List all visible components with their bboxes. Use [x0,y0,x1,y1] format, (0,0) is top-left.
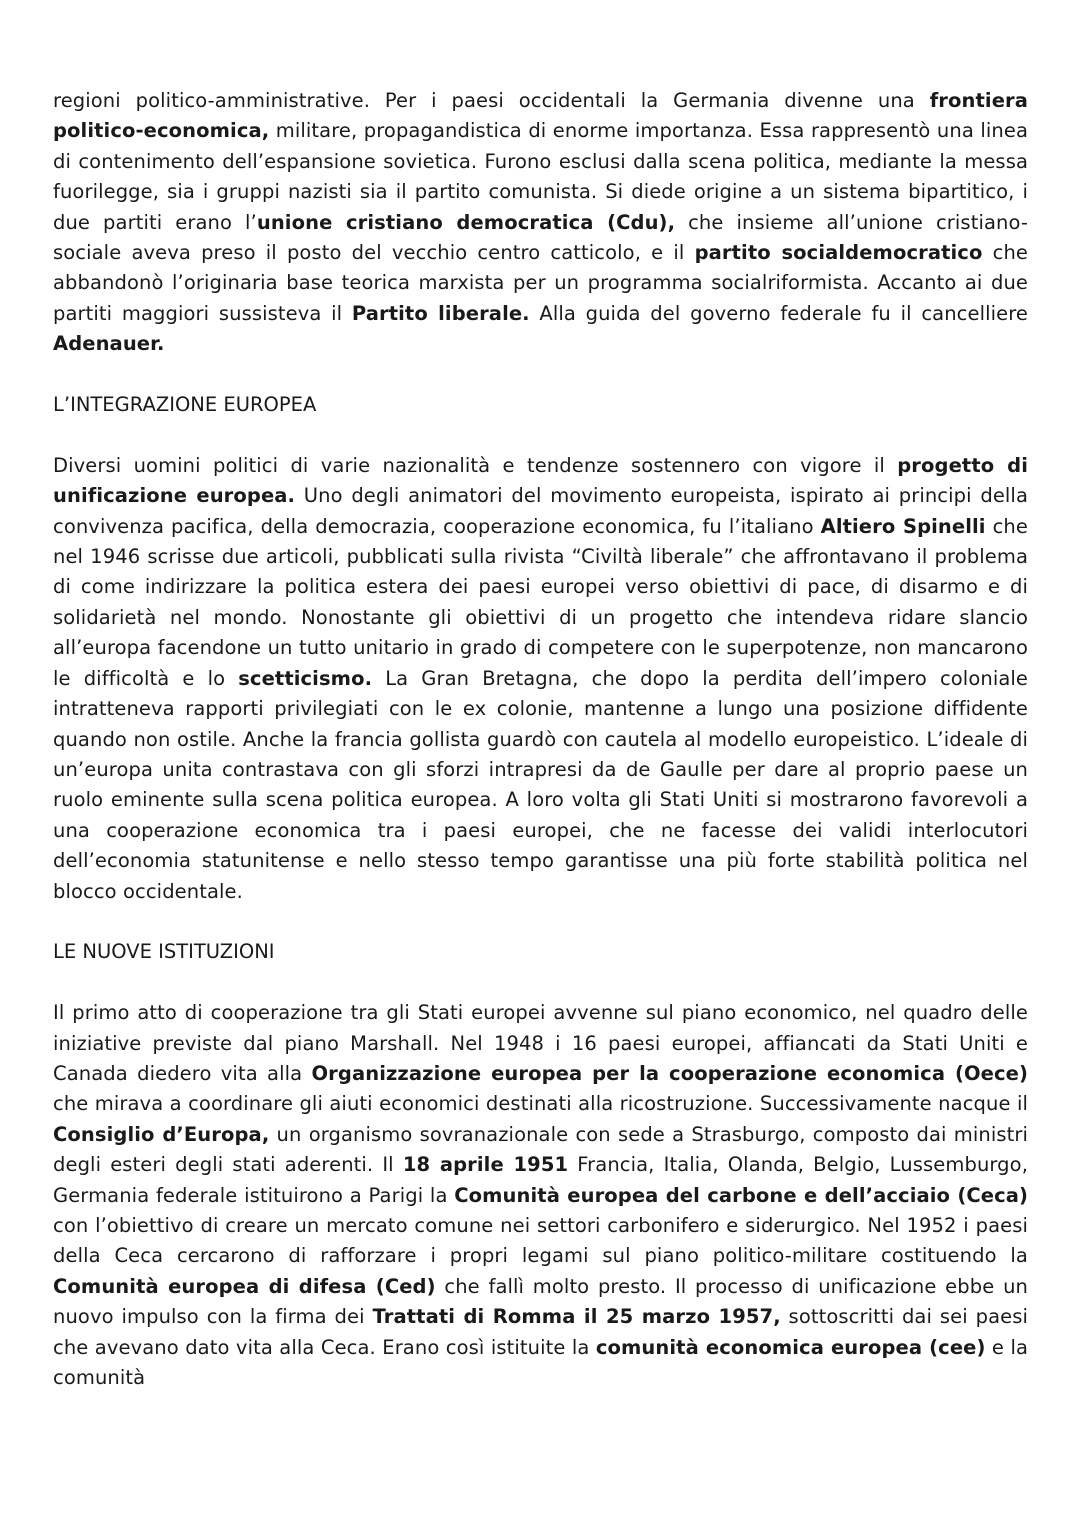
text-run: che abbandonò l’originaria base teorica marxista per un programma socialriformista. Accanto ai due partiti maggiori sussisteva il [53,241,1028,325]
bold-run: partito socialdemocratico [694,241,983,265]
paragraph-integrazione [53,451,1028,907]
section-heading-istituzioni: LE NUOVE ISTITUZIONI [53,940,275,964]
text-run: e la comunità [53,1335,1029,1389]
text-run: un organismo sovranazionale con sede a Strasburgo, composto dai ministri degli esteri degli stati aderenti. Il [53,1122,1028,1177]
spacer [53,968,1028,998]
spacer [53,420,1028,450]
text-run: sottoscritti dai sei paesi che avevano dato vita alla Ceca. Erano così istituite la [53,1305,1028,1359]
bold-run: Comunità europea di difesa (Ced) [53,1274,436,1298]
bold-run: frontiera politico-economica, [53,89,1028,143]
text-run: Alla guida del governo federale fu il cancelliere [529,301,1029,325]
text-run: La Gran Bretagna, che dopo la perdita dell’impero coloniale intratteneva rapporti privilegiati con le ex colonie, mantenne a lungo una posizione diffidente quando non ostile. Anche la francia gollista guardò con cautela al modello europeistico. L’ideale di un’europa unita contrastava con gli sforzi intrapresi da de Gaulle per dare al proprio paese un ruolo eminente sulla scena politica europea. A loro volta gli Stati Uniti si mostrarono favorevoli a una cooperazione economica tra i paesi europei, che ne facesse dei validi interlocutori dell’economia statunitense e nello stesso tempo garantisse una più forte stabilità politica nel blocco occidentale. [53,666,1028,903]
bold-run: Organizzazione europea per la cooperazione economica (Oece) [311,1061,1028,1085]
spacer [53,360,1028,390]
text-run: che mirava a coordinare gli aiuti economici destinati alla ricostruzione. Successivamente nacque il [53,1092,1028,1116]
bold-run: Adenauer. [53,332,165,356]
text-run: Diversi uomini politici di varie nazionalità e tendenze sostennero con vigore il [53,453,898,477]
text-run: Uno degli animatori del movimento europeista, ispirato ai principi della convivenza pacifica, della democrazia, cooperazione economica, fu l’italiano [53,484,1028,538]
bold-run: unione cristiano democratica (Cdu), [256,210,676,234]
text-run: militare, propagandistica di enorme importanza. Essa rappresentò una linea di contenimento dell’espansione sovietica. Furono esclusi dalla scena politica, mediante la messa fuorilegge, sia i gruppi nazisti sia il partito comunista. Si diede origine a un sistema bipartitico, i due partiti erano l’ [53,119,1028,234]
paragraph-germania [53,86,1028,360]
bold-run: Partito liberale. [351,301,530,325]
text-run: con l’obiettivo di creare un mercato comune nei settori carbonifero e siderurgico. Nel 1952 i paesi della Ceca cercarono di rafforzare i propri legami sul piano politico-militare costituendo la [53,1213,1028,1268]
text-run: che nel 1946 scrisse due articoli, pubblicati sulla rivista “Civiltà liberale” che affrontavano il problema di come indirizzare la politica estera dei paesi europei verso obiettivi di pace, di disarmo e di solidarietà nel mondo. Nonostante gli obiettivi di un progetto che intendeva ridare slancio all’europa facendone un tutto unitario in grado di competere con le superpotenze, non mancarono le difficoltà e lo [53,514,1028,690]
text-run: che fallì molto presto. Il processo di unificazione ebbe un nuovo impulso con la firma dei [53,1274,1028,1329]
bold-run: Trattati di Romma il 25 marzo 1957, [372,1305,781,1329]
bold-run: Comunità europea del carbone e dell’acciaio (Ceca) [454,1183,1028,1207]
document-page [53,86,1028,1393]
paragraph-istituzioni [53,998,1028,1393]
bold-run: comunità economica europea (cee) [595,1335,986,1359]
text-run: Francia, Italia, Olanda, Belgio, Lussemburgo, Germania federale istituirono a Parigi la [53,1153,1028,1207]
text-run: Il primo atto di cooperazione tra gli Stati europei avvenne sul piano economico, nel quadro delle iniziative previste dal piano Marshall. Nel 1948 i 16 paesi europei, affiancati da Stati Uniti e Canada diedero vita alla [53,1001,1028,1085]
text-run: che insieme all’unione cristiano-sociale aveva preso il posto del vecchio centro catticolo, e il [53,210,1028,265]
bold-run: Altiero Spinelli [820,514,986,538]
bold-run: scetticismo. [238,666,373,690]
spacer [53,907,1028,937]
bold-run: progetto di unificazione europea. [53,453,1028,508]
section-heading-integrazione: L’INTEGRAZIONE EUROPEA [53,393,317,417]
text-run: regioni politico-amministrative. Per i paesi occidentali la Germania divenne una [53,89,930,112]
bold-run: Consiglio d’Europa, [53,1122,270,1146]
bold-run: 18 aprile 1951 [402,1153,569,1177]
